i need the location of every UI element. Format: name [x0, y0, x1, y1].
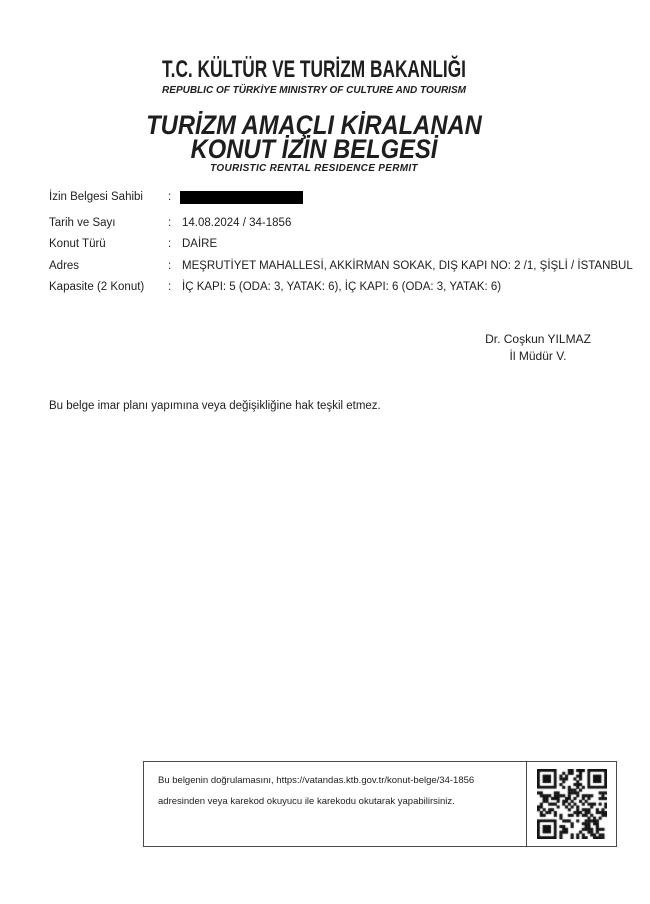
- permit-fields: [49, 187, 633, 299]
- verification-box: [143, 761, 617, 847]
- permit-title-line1: TURİZM AMAÇLI KİRALANAN: [146, 110, 482, 140]
- qr-cell: [526, 762, 616, 846]
- signature-block: [478, 331, 598, 365]
- field-row-date-number: [49, 213, 630, 235]
- field-value: 14.08.2024 / 34-1856: [182, 216, 292, 229]
- permit-title: [38, 110, 591, 164]
- ministry-subtitle-en: REPUBLIC OF TÜRKİYE MINISTRY OF CULTURE AND TOURISM: [162, 85, 466, 96]
- field-separator: :: [168, 281, 172, 293]
- field-separator: :: [168, 238, 172, 250]
- field-separator: :: [168, 259, 172, 272]
- permit-subtitle-en: TOURISTIC RENTAL RESIDENCE PERMIT: [210, 163, 418, 174]
- field-row-permit-holder: [49, 187, 630, 213]
- verification-text-line1: Bu belgenin doğrulamasını, https://vatandas.ktb.gov.tr/konut-belge/34-1856: [158, 775, 475, 786]
- field-value: DAİRE: [182, 238, 218, 250]
- field-row-address: [49, 256, 633, 278]
- redaction-bar: [180, 191, 303, 204]
- qr-code-icon: [537, 769, 607, 839]
- signatory-name: Dr. Coşkun YILMAZ: [485, 332, 591, 346]
- permit-title-line2: KONUT İZİN BELGESİ: [190, 134, 438, 164]
- field-value-redacted: [182, 187, 630, 213]
- field-value: İÇ KAPI: 5 (ODA: 3, YATAK: 6), İÇ KAPI: 6 (ODA: 3, YATAK: 6): [182, 281, 502, 293]
- field-label: Konut Türü: [49, 238, 106, 250]
- field-row-capacity: [49, 277, 630, 299]
- field-separator: :: [168, 216, 172, 229]
- field-label: Adres: [49, 259, 80, 272]
- field-value: MEŞRUTİYET MAHALLESİ, AKKİRMAN SOKAK, DIŞ KAPI NO: 2 /1, ŞİŞLİ / İSTANBUL: [182, 259, 633, 272]
- verification-text-line2: adresinden veya karekod okuyucu ile karekodu okutarak yapabilirsiniz.: [158, 796, 455, 807]
- field-label: Kapasite (2 Konut): [49, 281, 145, 293]
- ministry-title: T.C. KÜLTÜR VE TURİZM BAKANLIĞI: [162, 56, 466, 83]
- verification-text: [144, 762, 526, 846]
- legal-note: Bu belge imar planı yapımına veya değişikliğine hak teşkil etmez.: [49, 400, 381, 412]
- field-row-residence-type: [49, 234, 630, 256]
- document-header: [0, 56, 628, 175]
- signatory-title: İl Müdür V.: [509, 349, 567, 363]
- field-separator: :: [168, 191, 172, 203]
- field-label: İzin Belgesi Sahibi: [49, 191, 143, 203]
- field-label: Tarih ve Sayı: [49, 216, 116, 229]
